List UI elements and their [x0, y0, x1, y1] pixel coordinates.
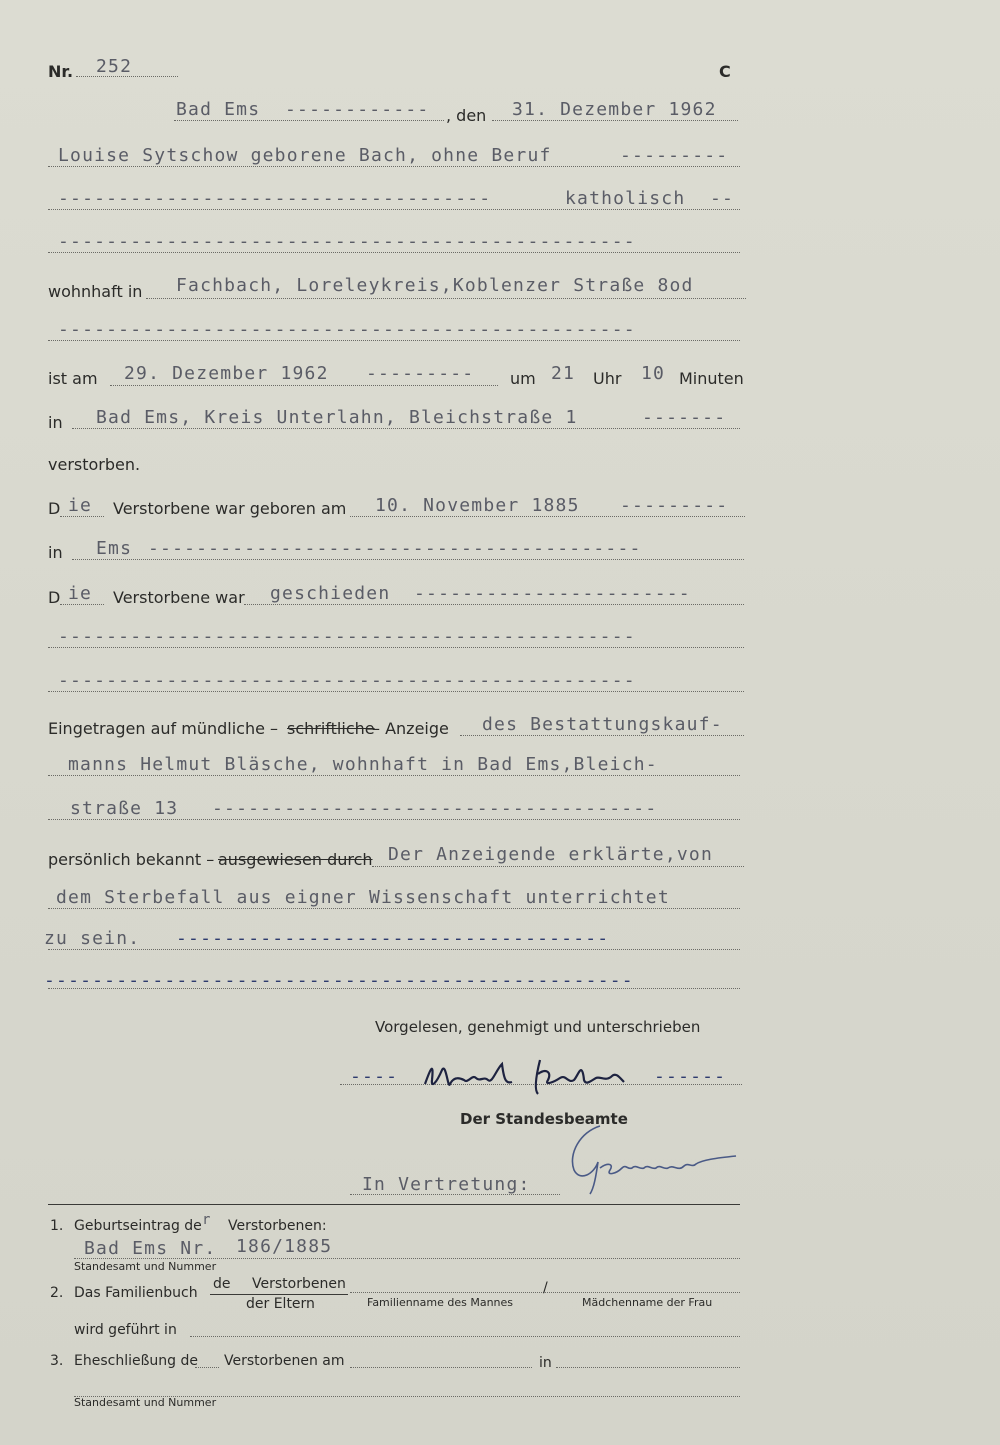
- footer-item2-kept: wird geführt in: [74, 1322, 177, 1338]
- ist-am-label: ist am: [48, 369, 98, 388]
- footer-item1-label-b: Verstorbenen:: [228, 1218, 327, 1234]
- residence-dots: [146, 298, 746, 299]
- deputy-dots: [350, 1194, 560, 1195]
- birth-label: Verstorbene war geboren am: [113, 499, 347, 518]
- religion-dots: [48, 209, 740, 210]
- registration-label-a: Eingetragen auf mündliche –: [48, 719, 279, 738]
- footer-item1-num: 1.: [50, 1218, 64, 1234]
- death-date-dashes: ---------: [366, 363, 475, 384]
- footer-item2-slash: /: [543, 1280, 548, 1296]
- blank-dots-blue: [48, 988, 740, 989]
- religion-dashes: ------------------------------------: [58, 188, 492, 209]
- nr-dots: [76, 76, 178, 77]
- blank-dashes-2: ------------------------------------------------: [58, 319, 636, 340]
- footer-item2-de: de: [213, 1276, 231, 1292]
- birth-in-label: in: [48, 543, 63, 562]
- read-approved-label: Vorgelesen, genehmigt und unterschrieben: [375, 1018, 701, 1036]
- registration-dashes: -------------------------------------: [212, 798, 658, 819]
- footer-item3-de-dots: [195, 1367, 219, 1368]
- birth-date-dots: [350, 516, 745, 517]
- deputy-label: In Vertretung:: [362, 1174, 531, 1195]
- religion-dashes-end: --: [710, 188, 735, 209]
- blank-dashes-1: ------------------------------------------------: [58, 231, 636, 252]
- place-dashes: ------------: [285, 99, 430, 120]
- footer-item3-date-dots: [350, 1367, 532, 1368]
- marital-label: Verstorbene war: [113, 588, 245, 607]
- registration-dots-3: [48, 819, 740, 820]
- signature-helmut-blaesche: [420, 1050, 640, 1100]
- blank-dashes-blue: -------------------------------------------------: [44, 970, 634, 991]
- death-minutes: 10: [641, 363, 666, 384]
- date-dots: [492, 120, 738, 121]
- religion: katholisch: [565, 188, 686, 209]
- death-date-dots: [110, 385, 498, 386]
- footer-item2-verst: Verstorbenen: [252, 1276, 346, 1292]
- marital-d-dots: [60, 604, 104, 605]
- birth-date-dashes: ---------: [620, 495, 729, 516]
- blank-dashes-3: ------------------------------------------------: [58, 626, 636, 647]
- corner-letter: C: [719, 62, 731, 81]
- footer-item2-caption-left: Familienname des Mannes: [367, 1296, 514, 1309]
- blank-dots-2: [48, 340, 740, 341]
- footer-item3-label: Eheschließung de: [74, 1353, 198, 1369]
- registration-label-struck: schriftliche: [287, 719, 375, 738]
- nr-label: Nr.: [48, 62, 74, 81]
- registration-text-2: manns Helmut Bläsche, wohnhaft in Bad Ems,Bleich-: [68, 754, 658, 775]
- signature-dashes-left: ----: [350, 1066, 399, 1087]
- death-place-dashes: -------: [642, 407, 727, 428]
- marital-dashes: -----------------------: [414, 583, 691, 604]
- marital-dots: [244, 604, 744, 605]
- um-label: um: [510, 369, 536, 388]
- footer-item2-kept-dots: [190, 1336, 740, 1337]
- footer-item3-label-b: Verstorbenen am: [224, 1353, 345, 1369]
- identity-label-struck: ausgewiesen durch: [218, 850, 373, 869]
- registration-label-b: – Anzeige: [372, 719, 449, 738]
- blank-dots-1: [48, 252, 740, 253]
- identity-label-a: persönlich bekannt –: [48, 850, 215, 869]
- deceased-name: Louise Sytschow geborene Bach, ohne Beruf: [58, 145, 552, 166]
- identity-text-2: dem Sterbefall aus eigner Wissenschaft unterrichtet: [56, 887, 670, 908]
- marital-d-label: D: [48, 588, 61, 607]
- death-hour: 21: [551, 363, 576, 384]
- identity-text-1: Der Anzeigende erklärte,von: [388, 844, 713, 865]
- residence-label: wohnhaft in: [48, 282, 143, 301]
- footer-item2-num: 2.: [50, 1285, 64, 1301]
- footer-item3-caption: Standesamt und Nummer: [74, 1396, 217, 1409]
- name-dots: [48, 166, 740, 167]
- name-dashes: ---------: [620, 145, 729, 166]
- blank-dots-3: [48, 647, 744, 648]
- registration-text-3: straße 13: [70, 798, 179, 819]
- footer-item1-dots: [74, 1258, 740, 1259]
- footer-item1-value-a: Bad Ems Nr.: [84, 1238, 217, 1259]
- footer-item2-caption-right: Mädchenname der Frau: [582, 1296, 713, 1309]
- footer-item2-label: Das Familienbuch: [74, 1285, 198, 1301]
- registrar-label: Der Standesbeamte: [460, 1110, 628, 1128]
- registration-dots-1: [460, 735, 744, 736]
- death-in-label: in: [48, 413, 63, 432]
- nr-value: 252: [96, 56, 133, 77]
- identity-dots-1: [372, 866, 744, 867]
- birth-d-dots: [60, 516, 104, 517]
- birth-place: Ems: [96, 538, 133, 559]
- identity-dots-2: [48, 908, 740, 909]
- signature-dashes-right: ------: [654, 1066, 727, 1087]
- blank-dots-4: [48, 691, 744, 692]
- footer-item2-eltern: der Eltern: [246, 1296, 315, 1312]
- death-place-dots: [72, 428, 740, 429]
- birth-d-label: D: [48, 499, 61, 518]
- footer-rule: [48, 1204, 740, 1205]
- footer-item2-fraction-rule: [210, 1294, 348, 1295]
- registration-dots-2: [48, 775, 740, 776]
- birth-d-fill: ie: [68, 495, 93, 516]
- place-dots: [174, 120, 444, 121]
- marital-status: geschieden: [270, 583, 391, 604]
- footer-item3-place-dots: [556, 1367, 740, 1368]
- residence: Fachbach, Loreleykreis,Koblenzer Straße 8od: [176, 275, 694, 296]
- marital-d-fill: ie: [68, 583, 93, 604]
- footer-item1-caption: Standesamt und Nummer: [74, 1260, 217, 1273]
- minuten-label: Minuten: [679, 369, 744, 388]
- identity-text-3: zu sein.: [44, 928, 141, 949]
- footer-item1-value-b: 186/1885: [236, 1236, 333, 1257]
- identity-dashes-blue: ------------------------------------: [176, 928, 610, 949]
- birth-place-dashes: -----------------------------------------: [148, 538, 642, 559]
- uhr-label: Uhr: [593, 369, 622, 388]
- footer-item1-label: Geburtseintrag de: [74, 1218, 202, 1234]
- footer-item3-in: in: [539, 1355, 552, 1371]
- blank-dashes-4: ------------------------------------------------: [58, 670, 636, 691]
- birth-date: 10. November 1885: [375, 495, 580, 516]
- footer-item3-num: 3.: [50, 1353, 64, 1369]
- signature-deputy: [560, 1118, 750, 1198]
- registration-text-1: des Bestattungskauf-: [482, 714, 723, 735]
- verstorben-label: verstorben.: [48, 455, 141, 474]
- den-label: , den: [446, 106, 487, 125]
- death-date: 29. Dezember 1962: [124, 363, 329, 384]
- place-value: Bad Ems: [176, 99, 261, 120]
- identity-dots-3: [48, 949, 740, 950]
- register-date: 31. Dezember 1962: [512, 99, 717, 120]
- death-place: Bad Ems, Kreis Unterlahn, Bleichstraße 1: [96, 407, 578, 428]
- birth-place-dots: [72, 559, 744, 560]
- footer-item1-fill: r: [202, 1212, 212, 1228]
